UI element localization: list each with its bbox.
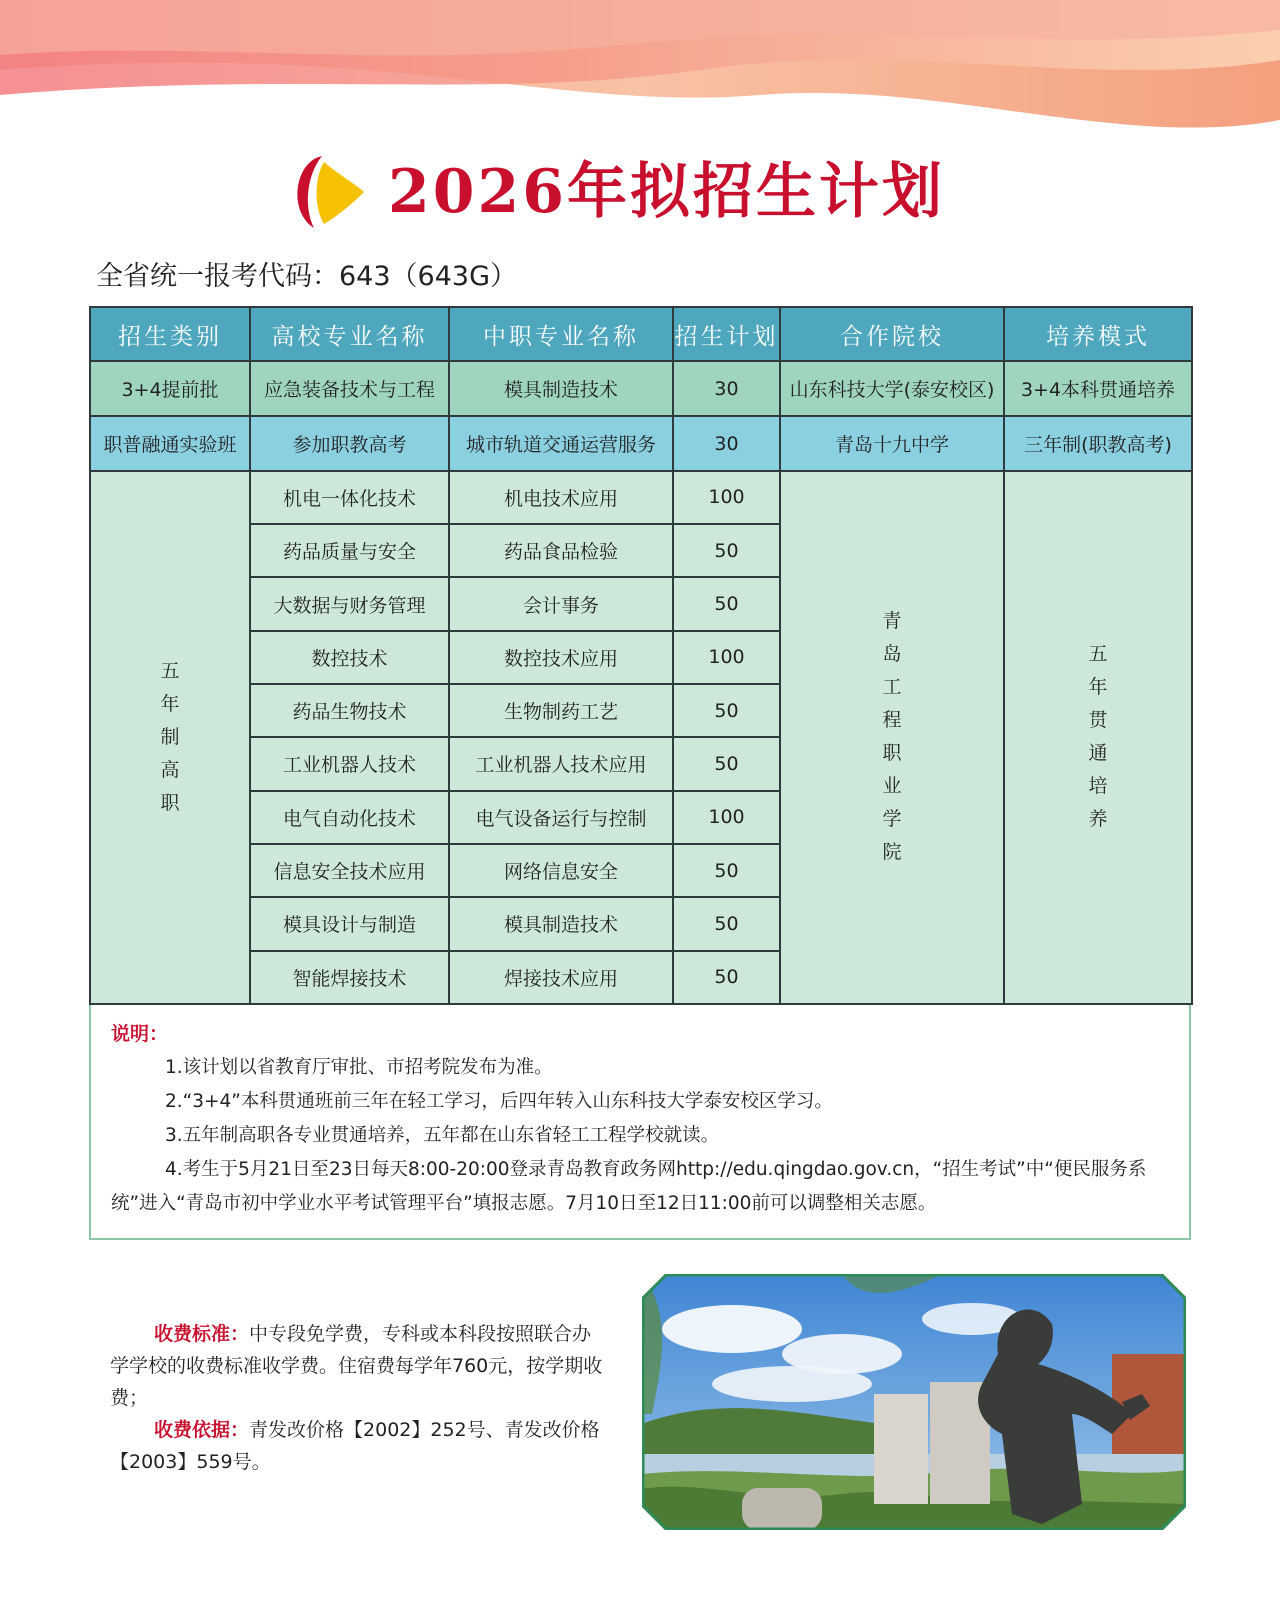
fee-basis-text: 青发改价格【2002】252号、青发改价格【2003】559号。 <box>110 1419 600 1473</box>
category-cell: 职普融通实验班 <box>90 416 250 470</box>
voc-major-cell: 模具制造技术 <box>449 361 673 416</box>
column-header: 培养模式 <box>1004 307 1192 361</box>
table-row <box>90 416 1192 470</box>
notes-title: 说明： <box>111 1023 169 1045</box>
voc-major-cell: 药品食品检验 <box>449 524 673 577</box>
notes-box <box>89 1005 1191 1240</box>
uni-major-cell: 药品质量与安全 <box>250 524 449 577</box>
table-header-row <box>90 307 1192 361</box>
group-mode-text: 五年贯通培养 <box>1088 643 1108 831</box>
column-header: 招生类别 <box>90 307 250 361</box>
enrollment-plan-table <box>89 306 1193 1005</box>
uni-major-cell: 药品生物技术 <box>250 684 449 737</box>
plan-cell: 100 <box>673 791 780 844</box>
partner-cell: 山东科技大学(泰安校区) <box>780 361 1004 416</box>
column-header: 招生计划 <box>673 307 780 361</box>
plan-cell: 50 <box>673 524 780 577</box>
fee-standard-label: 收费标准： <box>154 1323 250 1345</box>
plan-cell: 50 <box>673 684 780 737</box>
school-logo-icon <box>284 152 368 232</box>
voc-major-cell: 工业机器人技术应用 <box>449 737 673 790</box>
fee-standard-paragraph <box>110 1318 610 1414</box>
uni-major-cell: 电气自动化技术 <box>250 791 449 844</box>
uni-major-cell: 数控技术 <box>250 631 449 684</box>
group-partner-cell <box>780 471 1004 1004</box>
plan-cell: 50 <box>673 951 780 1004</box>
fee-basis-label: 收费依据： <box>154 1419 250 1441</box>
uni-major-cell: 智能焊接技术 <box>250 951 449 1004</box>
voc-major-cell: 数控技术应用 <box>449 631 673 684</box>
uni-major-cell: 模具设计与制造 <box>250 897 449 950</box>
exam-code-line: 全省统一报考代码：643（643G） <box>96 261 517 292</box>
table-row <box>90 361 1192 416</box>
voc-major-cell: 城市轨道交通运营服务 <box>449 416 673 470</box>
group-partner-text: 青岛工程职业学院 <box>882 610 902 864</box>
uni-major-cell: 大数据与财务管理 <box>250 577 449 630</box>
table-row <box>90 471 1192 524</box>
column-header: 高校专业名称 <box>250 307 449 361</box>
voc-major-cell: 电气设备运行与控制 <box>449 791 673 844</box>
plan-cell: 50 <box>673 737 780 790</box>
column-header: 中职专业名称 <box>449 307 673 361</box>
plan-cell: 30 <box>673 416 780 470</box>
group-category-cell <box>90 471 250 1004</box>
category-cell: 3+4提前批 <box>90 361 250 416</box>
plan-cell: 50 <box>673 844 780 897</box>
campus-statue-photo <box>642 1274 1186 1530</box>
header-wave-decoration <box>0 0 1280 150</box>
group-category-text: 五年制高职 <box>160 659 180 814</box>
voc-major-cell: 会计事务 <box>449 577 673 630</box>
uni-major-cell: 应急装备技术与工程 <box>250 361 449 416</box>
uni-major-cell: 信息安全技术应用 <box>250 844 449 897</box>
mode-cell: 三年制(职教高考) <box>1004 416 1192 470</box>
voc-major-cell: 生物制药工艺 <box>449 684 673 737</box>
uni-major-cell: 参加职教高考 <box>250 416 449 470</box>
mode-cell: 3+4本科贯通培养 <box>1004 361 1192 416</box>
note-item: 2.“3+4”本科贯通班前三年在轻工学习，后四年转入山东科技大学泰安校区学习。 <box>165 1091 833 1112</box>
plan-cell: 30 <box>673 361 780 416</box>
fee-basis-paragraph <box>110 1414 610 1478</box>
note-item: 3.五年制高职各专业贯通培养，五年都在山东省轻工工程学校就读。 <box>165 1125 720 1146</box>
plan-cell: 50 <box>673 577 780 630</box>
plan-cell: 100 <box>673 631 780 684</box>
note-item: 1.该计划以省教育厅审批、市招考院发布为准。 <box>165 1057 553 1078</box>
group-mode-cell <box>1004 471 1192 1004</box>
partner-cell: 青岛十九中学 <box>780 416 1004 470</box>
voc-major-cell: 模具制造技术 <box>449 897 673 950</box>
fee-standard-text: 中专段免学费，专科或本科段按照联合办学学校的收费标准收学费。住宿费每学年760元，按学期收费； <box>110 1323 603 1409</box>
uni-major-cell: 工业机器人技术 <box>250 737 449 790</box>
plan-cell: 50 <box>673 897 780 950</box>
voc-major-cell: 焊接技术应用 <box>449 951 673 1004</box>
voc-major-cell: 机电技术应用 <box>449 471 673 524</box>
column-header: 合作院校 <box>780 307 1004 361</box>
uni-major-cell: 机电一体化技术 <box>250 471 449 524</box>
page-title: 2026年拟招生计划 <box>388 157 945 227</box>
voc-major-cell: 网络信息安全 <box>449 844 673 897</box>
fee-section <box>110 1318 610 1478</box>
plan-cell: 100 <box>673 471 780 524</box>
note-item: 4.考生于5月21日至23日每天8:00-20:00登录青岛教育政务网http://edu.qingdao.gov.cn，“招生考试”中“便民服务系统”进入“青岛市初中学业水平考试管理平台”填报志愿。7月10日至12日11:00前可以调整相关志愿。 <box>111 1159 1147 1214</box>
